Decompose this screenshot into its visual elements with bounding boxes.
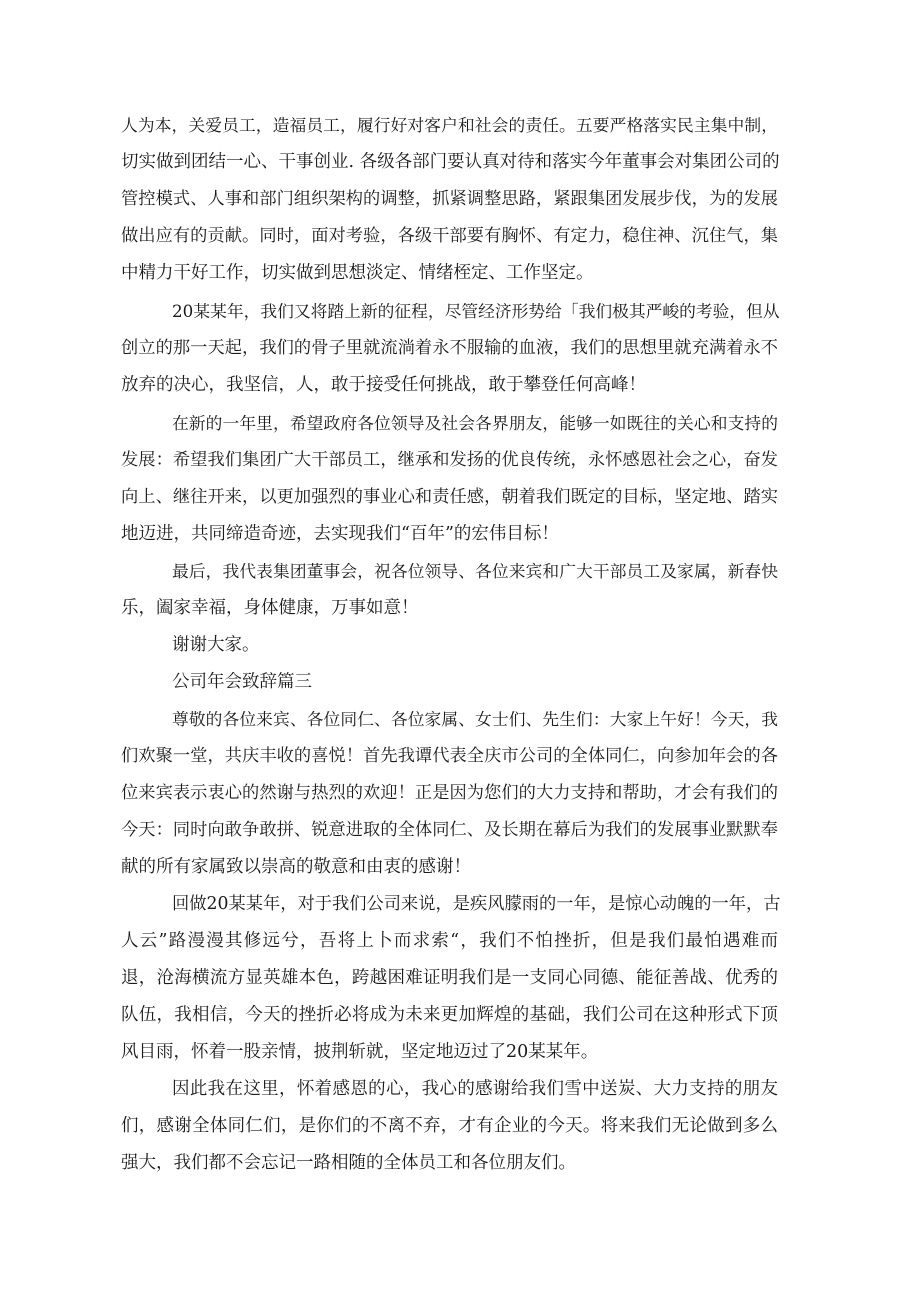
paragraph-line: 管控模式、人事和部门组织架构的调整，抓紧调整思路，紧跟集团发展步伐，为的发展	[121, 189, 778, 209]
paragraph-line: 地迈进，共同缔造奇迹，去实现我们“百年”的宏伟目标！	[121, 524, 559, 544]
paragraph-line: 因此我在这里，怀着感恩的心，我心的感谢给我们雪中送炭、大力支持的朋友	[172, 1079, 778, 1099]
paragraph-line: 尊敬的各位来宾、各位同仁、各位家属、女士们、先生们：大家上午好！今天，我	[172, 709, 778, 729]
paragraph-line: 们欢聚一堂，共庆丰收的喜悦！首先我谭代表全庆市公司的全体同仁，向参加年会的各	[121, 746, 778, 766]
paragraph-line: 公司年会致辞篇三	[172, 672, 312, 692]
paragraph-line: 强大，我们都不会忘记一路相随的全体员工和各位朋友们。	[121, 1153, 576, 1173]
paragraph-line: 创立的那一天起，我们的骨子里就流淌着永不服输的血液，我们的思想里就充满着永不	[121, 338, 778, 358]
paragraph-line: 人云”路漫漫其修远兮，吾将上卜而求索“，我们不怕挫折，但是我们最怕遇难而	[121, 931, 778, 951]
paragraph-line: 在新的一年里，希望政府各位领导及社会各界朋友，能够一如既往的关心和支持的	[172, 413, 778, 433]
paragraph-line: 退，沧海横流方显英雄本色，跨越困难证明我们是一支同心同德、能征善战、优秀的	[121, 968, 778, 988]
paragraph-line: 中精力干好工作，切实做到思想淡定、情绪桎定、工作坚定。	[121, 263, 594, 283]
paragraph-line: 切实做到团结一心、干事创业. 各级各部门要认真对待和落实今年董事会对集团公司的	[121, 152, 780, 172]
paragraph-line: 最后，我代表集团董事会，祝各位领导、各位来宾和广大干部员工及家属，新春快	[172, 561, 778, 581]
paragraph-line: 回做20某某年，对于我们公司来说，是疾风朦雨的一年，是惊心动魄的一年，古	[172, 894, 781, 914]
paragraph-line: 做出应有的贡献。同时，面对考验，各级干部要有胸怀、有定力，稳住神、沉住气，集	[121, 226, 778, 246]
paragraph-line: 谢谢大家。	[172, 635, 260, 655]
paragraph-line: 发展：希望我们集团广大干部员工，继承和发扬的优良传统，永怀感恩社会之心，奋发	[121, 450, 778, 470]
paragraph-line: 放弃的决心，我坚信，人，敢于接受任何挑战，敢于攀登任何高峰！	[121, 375, 646, 395]
paragraph-line: 向上、继往开来，以更加强烈的事业心和责任感，朝着我们既定的目标，坚定地、踏实	[121, 487, 778, 507]
paragraph-line: 队伍，我相信，今天的挫折必将成为未来更加辉煌的基础，我们公司在这种形式下顶	[121, 1005, 778, 1025]
paragraph-line: 乐，阖家幸福，身体健康，万事如意！	[121, 598, 419, 618]
paragraph-line: 们，感谢全体同仁们，是你们的不离不弃，才有企业的今天。将来我们无论做到多么	[121, 1116, 778, 1136]
paragraph-line: 人为本，关爱员工，造福员工，履行好对客户和社会的责任。五要严格落实民主集中制，	[121, 115, 778, 135]
paragraph-line: 风目雨，怀着一股亲情，披荆斩就，坚定地迈过了20某某年。	[121, 1042, 599, 1062]
paragraph-line: 今天：同时向敢争敢拼、锐意进取的全体同仁、及长期在幕后为我们的发展事业默默奉	[121, 820, 778, 840]
paragraph-line: 位来宾表示衷心的然谢与热烈的欢迎！正是因为您们的大力支持和帮助，才会有我们的	[121, 783, 778, 803]
paragraph-line: 献的所有家属致以崇高的敬意和由衷的感谢！	[121, 857, 471, 877]
paragraph-line: 20某某年，我们又将踏上新的征程，尽管经济形势给「我们极其严峻的考验，但从	[172, 301, 780, 321]
